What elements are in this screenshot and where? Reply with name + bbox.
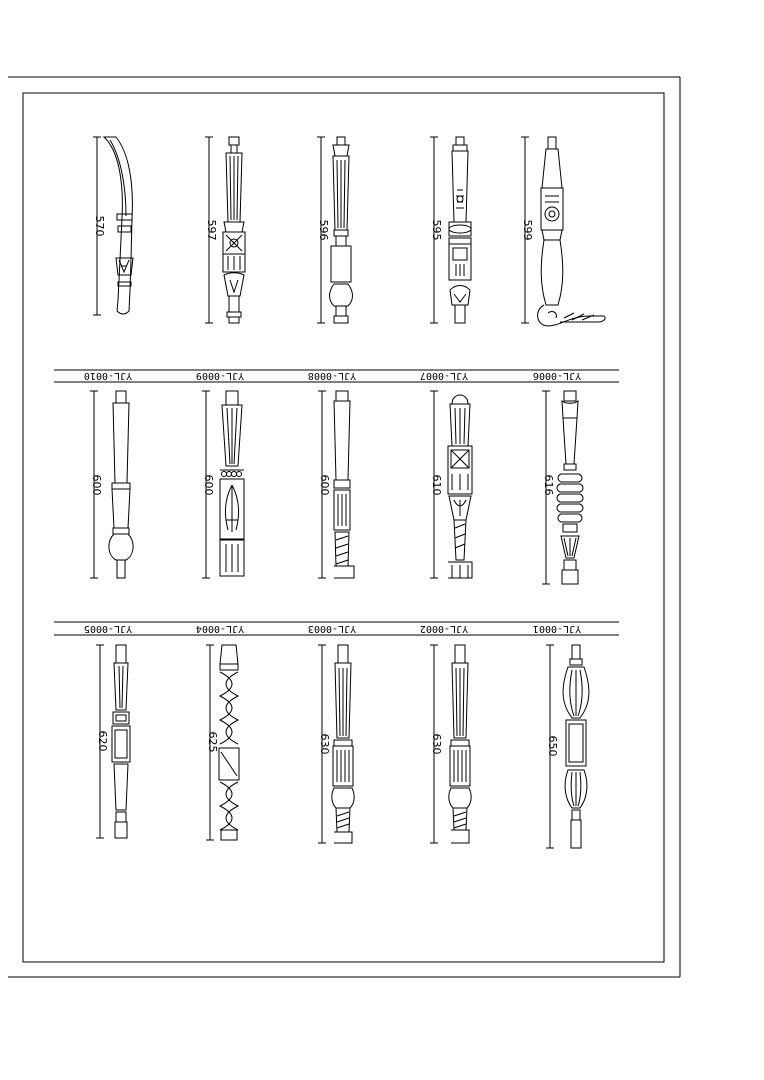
dimension-label: 600 xyxy=(318,474,331,496)
dimension-label: 620 xyxy=(96,730,109,752)
dimension-label: 595 xyxy=(430,219,443,241)
code-label: YJL-0007 xyxy=(419,370,469,381)
dimension-label: 625 xyxy=(206,731,219,753)
leg-drawing xyxy=(317,137,353,323)
code-label: YJL-0008 xyxy=(307,370,357,381)
code-label: YJL-0002 xyxy=(419,623,469,634)
dimension-label: 597 xyxy=(205,219,218,241)
leg-drawing xyxy=(202,391,244,578)
leg-drawing xyxy=(96,645,130,838)
leg-drawing xyxy=(430,391,472,578)
leg-drawing xyxy=(542,391,583,584)
code-label: YJL-0009 xyxy=(195,370,245,381)
leg-drawing xyxy=(318,391,354,578)
dimension-label: 596 xyxy=(317,219,330,241)
code-label: YJL-0006 xyxy=(532,370,582,381)
leg-drawing xyxy=(90,391,133,578)
dimension-label: 610 xyxy=(430,474,443,496)
dimension-label: 600 xyxy=(90,474,103,496)
leg-drawing xyxy=(430,137,471,323)
leg-drawing xyxy=(430,645,471,843)
code-label: YJL-0010 xyxy=(83,370,133,381)
dimension-label: 630 xyxy=(318,733,331,755)
leg-drawing xyxy=(521,137,605,326)
leg-drawing xyxy=(205,137,245,323)
leg-drawing xyxy=(318,645,354,843)
leg-drawing xyxy=(93,137,133,315)
dimension-label: 599 xyxy=(521,219,534,241)
dimension-label: 630 xyxy=(430,733,443,755)
dimension-label: 570 xyxy=(93,215,106,237)
leg-drawing xyxy=(206,645,239,840)
dimension-label: 600 xyxy=(202,474,215,496)
code-label: YJL-0001 xyxy=(532,623,582,634)
dimension-label: 650 xyxy=(546,735,559,757)
code-label: YJL-0003 xyxy=(307,623,357,634)
code-label: YJL-0004 xyxy=(195,623,245,634)
dimension-label: 616 xyxy=(542,474,555,496)
code-label: YJL-0005 xyxy=(83,623,133,634)
leg-drawing xyxy=(546,645,589,848)
